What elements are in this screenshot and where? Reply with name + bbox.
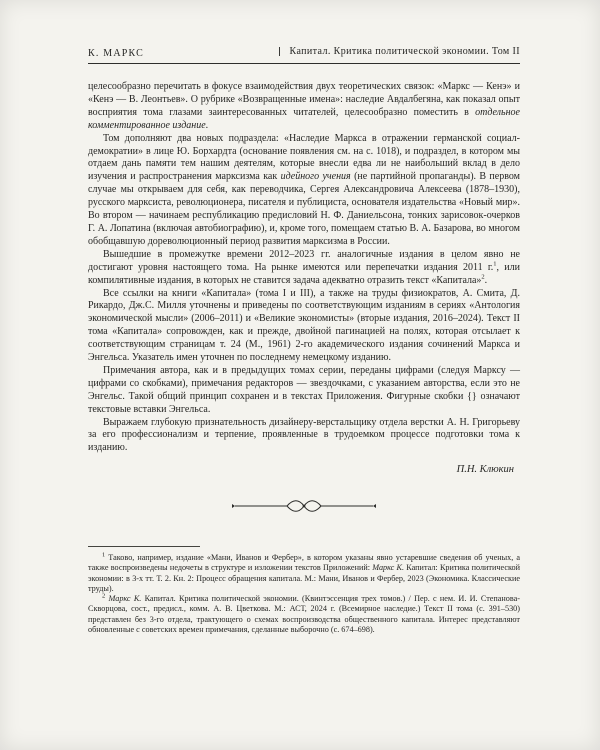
paragraph-1: целесообразно перечитать в фокусе взаимодействия двух теоретических связок: «Маркс — Кенэ» и «Кенэ — В. Леонтьев». О рубрике «Возвращенные имена»: наследие Авдалбегяна, как показал опыт восприятия тома глазами заинтересованных читателей, целесообразно поместить в отдельное комментированное издание. (88, 81, 520, 131)
paragraph-3: Вышедшие в промежутке времени 2012–2023 гг. аналогичные издания в целом явно не достигают уровня настоящего тома. На рынке имеются или перепечатки издания 2011 г.$^1$, или компилятивные издания, в которых не ставится задача адекватно отразить текст «Капитала»$^2$. (88, 248, 520, 286)
paragraph-2: Том дополняют два новых подраздела: «Наследие Маркса в отражении германской социал-демократии» в лице Ю. Борхардта (основание появления см. на с. 1018), и подраздел, в котором мы отдаем дань памяти тем нашим деятелям, которые внесли едва ли не наибольший вклад в дело изучения и распространения марксизма как идейного учения (не партийной пропаганды). В первом случае мы открываем для себя, как переводчика, Сергея Александровича Алексеева (1878–1930), русского марксиста, революционера, писателя и публициста, основателя издательства «Новый мир». Во втором — начинаем республикацию предисловий Н. Ф. Даниельсона, тонких зарисовок-очерков Г. А. Лопатина (включая автобиографию), и, кроме того, помещаем статью В. А. Базарова, во многом обобщавшую дореволюционный период развития марксизма в России. (88, 132, 520, 247)
header-divider (279, 47, 280, 56)
footnote-2: $^2$ Маркс К. Капитал. Критика политической экономии. (Квинтэссенция трех томов.) / Пер. с нем. И. И. Степанова-Скворцова, сост., предисл., комм. А. В. Цветкова. М.: АСТ, 2024 г. (Всемирное наследие.) Текст II тома (с. 391–530) представлен без 3-го отдела, трактующего о схемах воспроизводства общественного капитала. Интерес представляют обновленные с советских времен примечания, сделанные выборочно (с. 674–698). (88, 592, 521, 634)
flourish-icon (229, 497, 379, 515)
running-head-right (279, 46, 520, 57)
paragraph-5: Примечания автора, как и в предыдущих томах серии, переданы цифрами (следуя Марксу — цифрами со скобками), примечания редакторов — звездочками, с указанием авторства, если это не Энгельс. Такой общий принцип сохранен и в текстах Приложения. Фигурные скобки {} означают текстовые вставки Энгельса. (88, 364, 520, 415)
running-head-title: Капитал. Критика политической экономии. Том II (289, 46, 520, 57)
footnote-1: $^1$ Таково, например, издание «Мани, Иванов и Фербер», в котором указаны явно устаревшие сведения об ученых, а также воспроизведены недочеты в структуре и изложении текстов Приложений: Маркс К. Капитал: Критика политической экономии: в 3-х тт. Т. 2. Кн. 2: Процесс обращения капитала. М.: Мани, Иванов и Фербер, 2023 (Экономика. Классические труды). (88, 551, 521, 593)
paragraph-4: Все ссылки на книги «Капитала» (тома I и III), а также на труды физиократов, А. Смита, Д. Рикардо, Дж.С. Милля уточнены и приведены по соответствующим изданиям в сериях «Антология экономической мысли» (2006–2011) и «Великие экономисты» (вторые издания, 2016–2024). Текст II тома «Капитала» сопровожден, как и прежде, двойной пагинацией на полях, которая отсылает к соответствующим страницам т. 24 (М., 1961) 2-го академического издания сочинений Маркса и Энгельса. Указатель имен уточнен по последнему немецкому изданию. (88, 287, 520, 364)
paragraph-6: Выражаем глубокую признательность дизайнеру-верстальщику отдела верстки А. Н. Григорьеву за его профессионализм и терпение, проявленные в трудоемком процессе подготовки тома к изданию. (88, 416, 520, 454)
ornament-divider (88, 497, 520, 520)
header-rule (88, 63, 520, 64)
running-head (88, 46, 520, 59)
running-head-author: К. МАРКС (88, 48, 145, 59)
footnotes (88, 553, 520, 635)
body-text (88, 81, 520, 455)
footnote-separator (88, 546, 200, 547)
author-signature: П.Н. Клюкин (456, 464, 514, 476)
